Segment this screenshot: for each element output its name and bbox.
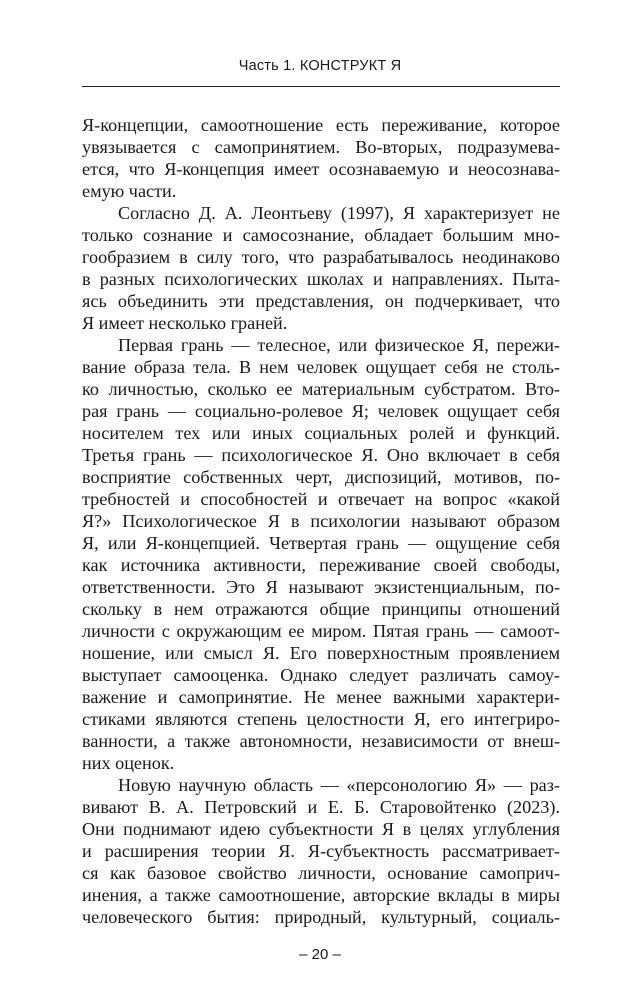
text-line: человеческого бытия: природный, культурный, социаль- (82, 907, 560, 927)
text-line: Я?» Психологическое Я в психологии называют образом (82, 511, 560, 531)
text-line: ко личностью, сколько ее материальным субстратом. Вто- (82, 379, 560, 399)
text-line: стиками являются степень целостности Я, его интегриро- (82, 709, 560, 729)
text-line: выступает самооценка. Однако следует различать самоу- (82, 665, 560, 685)
paragraph (82, 774, 560, 928)
text-line: как источника активности, переживание своей свободы, (82, 555, 560, 575)
body-text (82, 114, 560, 928)
page-number: – 20 – (299, 946, 341, 963)
running-header (80, 58, 560, 74)
text-line: Новую научную область — «персонологию Я» — раз- (118, 775, 560, 795)
text-line: личности с окружающим ее миром. Пятая грань — самоот- (82, 621, 560, 641)
header-part: Часть 1. (238, 58, 296, 74)
text-line: ванности, а также автономности, независимости от внеш- (82, 731, 560, 751)
text-line: гообразием в силу того, что разрабатывалось неодинаково (82, 247, 560, 267)
paragraph (82, 202, 560, 334)
text-line: в разных психологических школах и направлениях. Пыта- (82, 269, 560, 289)
text-line: них оценок. (82, 753, 175, 773)
text-line: ется, что Я-концепция имеет осознаваемую и неосознава- (82, 159, 560, 179)
text-line: емую части. (82, 181, 177, 201)
text-line: восприятие собственных черт, диспозиций, мотивов, по- (82, 467, 560, 487)
text-line: скольку в нем отражаются общие принципы отношений (82, 599, 560, 619)
text-line: Я, или Я-концепцией. Четвертая грань — ощущение себя (82, 533, 560, 553)
text-line: важение и самопринятие. Не менее важными характери- (82, 687, 560, 707)
text-line: вивают В. А. Петровский и Е. Б. Старовойтенко (2023). (82, 797, 560, 817)
text-line: рая грань — социально-ролевое Я; человек ощущает себя (82, 401, 560, 421)
text-line: требностей и способностей и отвечает на вопрос «какой (82, 489, 560, 509)
text-line: Они поднимают идею субъектности Я в целях углубления (82, 819, 560, 839)
text-line: носителем тех или иных социальных ролей и функций. (82, 423, 560, 443)
text-line: увязывается с самопринятием. Во-вторых, подразумева- (82, 137, 560, 157)
text-line: ответственности. Это Я называют экзистенциальным, по- (82, 577, 560, 597)
text-line: ношение, или смысл Я. Его поверхностным проявлением (82, 643, 560, 663)
text-line: Согласно Д. А. Леонтьеву (1997), Я характеризует не (118, 203, 560, 223)
text-line: Третья грань — психологическое Я. Оно включает в себя (82, 445, 560, 465)
paragraph (82, 114, 560, 202)
text-line: инения, а также самоотношение, авторские вклады в миры (82, 885, 560, 905)
header-rule (82, 86, 560, 87)
paragraph (82, 334, 560, 774)
text-line: ясь объединить эти представления, он подчеркивает, что (82, 291, 560, 311)
text-line: и расширения теории Я. Я-субъектность рассматривает- (82, 841, 560, 861)
text-line: Я-концепции, самоотношение есть переживание, которое (82, 115, 560, 135)
text-line: Первая грань — телесное, или физическое Я, пережи- (118, 335, 560, 355)
text-line: ся как базовое свойство личности, основание самоприч- (82, 863, 560, 883)
text-line: вание образа тела. В нем человек ощущает себя не столь- (82, 357, 560, 377)
header-title: КОНСТРУКТ Я (299, 58, 402, 74)
text-line: только сознание и самосознание, обладает большим мно- (82, 225, 560, 245)
text-line: Я имеет несколько граней. (82, 313, 288, 333)
